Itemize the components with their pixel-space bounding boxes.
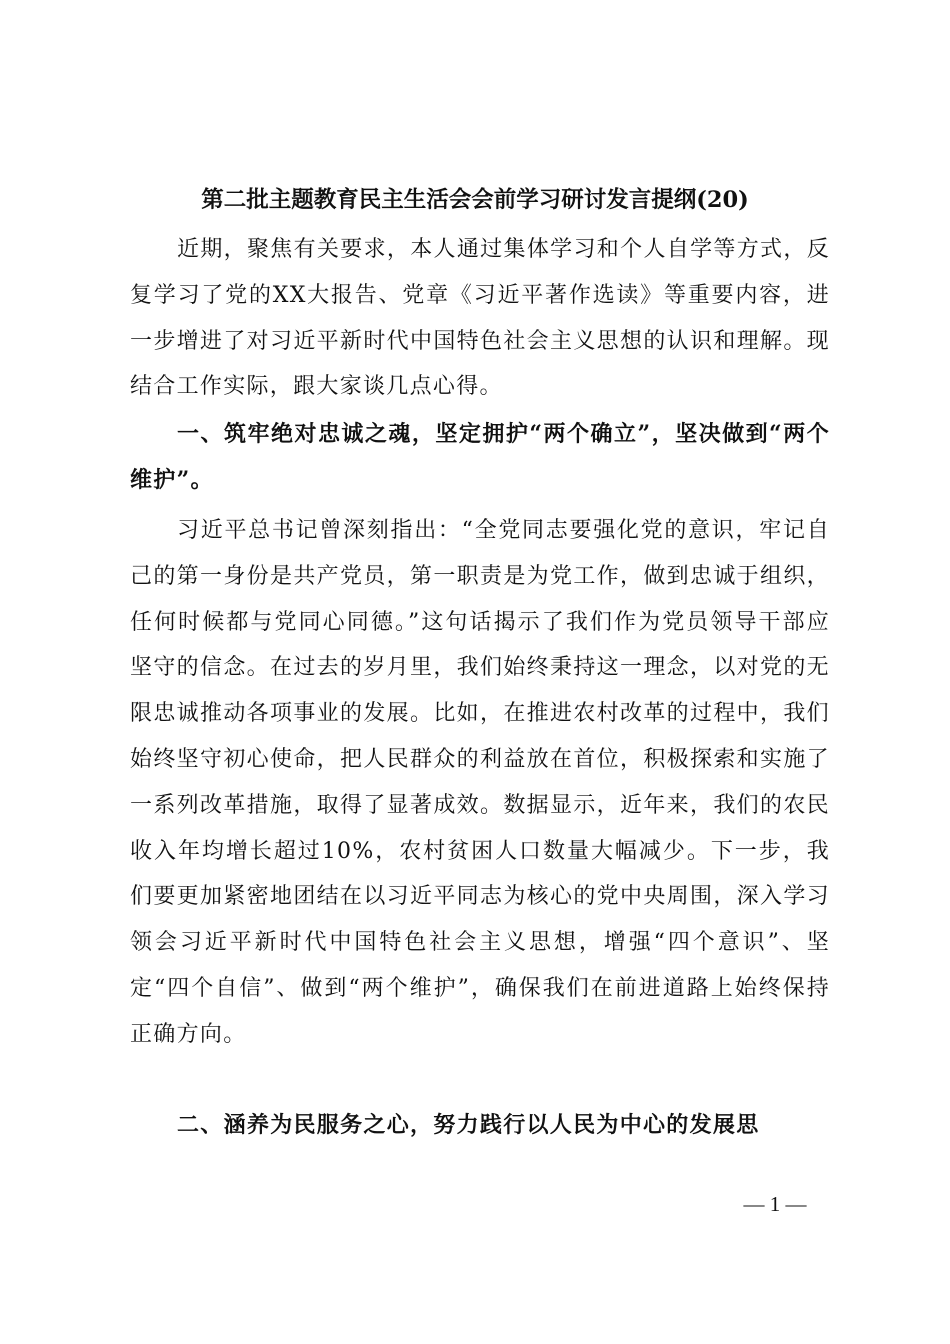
intro-paragraph: 近期，聚焦有关要求，本人通过集体学习和个人自学等方式，反复学习了党的XX大报告、党章《习近平著作选读》等重要内容，进一步增进了对习近平新时代中国特色社会主义思想的认识和理解。现结合工作实际，跟大家谈几点心得。 bbox=[130, 237, 830, 400]
section-heading-2: 二、涵养为民服务之心，努力践行以人民为中心的发展思 bbox=[177, 1112, 760, 1138]
document-title: 第二批主题教育民主生活会会前学习研讨发言提纲(20) bbox=[201, 187, 749, 213]
page-number: — 1 — bbox=[743, 1192, 807, 1216]
section-heading-1: 一、筑牢绝对忠诚之魂，坚定拥护“两个确立”，坚决做到“两个维护”。 bbox=[130, 421, 830, 493]
body-paragraph-1: 习近平总书记曾深刻指出：“全党同志要强化党的意识，牢记自己的第一身份是共产党员，第一职责是为党工作，做到忠诚于组织，任何时候都与党同心同德。”这句话揭示了我们作为党员领导干部应坚守的信念。在过去的岁月里，我们始终秉持这一理念，以对党的无限忠诚推动各项事业的发展。比如，在推进农村改革的过程中，我们始终坚守初心使命，把人民群众的利益放在首位，积极探索和实施了一系列改革措施，取得了显著成效。数据显示，近年来，我们的农民收入年均增长超过10%，农村贫困人口数量大幅减少。下一步，我们要更加紧密地团结在以习近平同志为核心的党中央周围，深入学习领会习近平新时代中国特色社会主义思想，增强“四个意识”、坚定“四个自信”、做到“两个维护”，确保我们在前进道路上始终保持正确方向。 bbox=[130, 518, 830, 1047]
